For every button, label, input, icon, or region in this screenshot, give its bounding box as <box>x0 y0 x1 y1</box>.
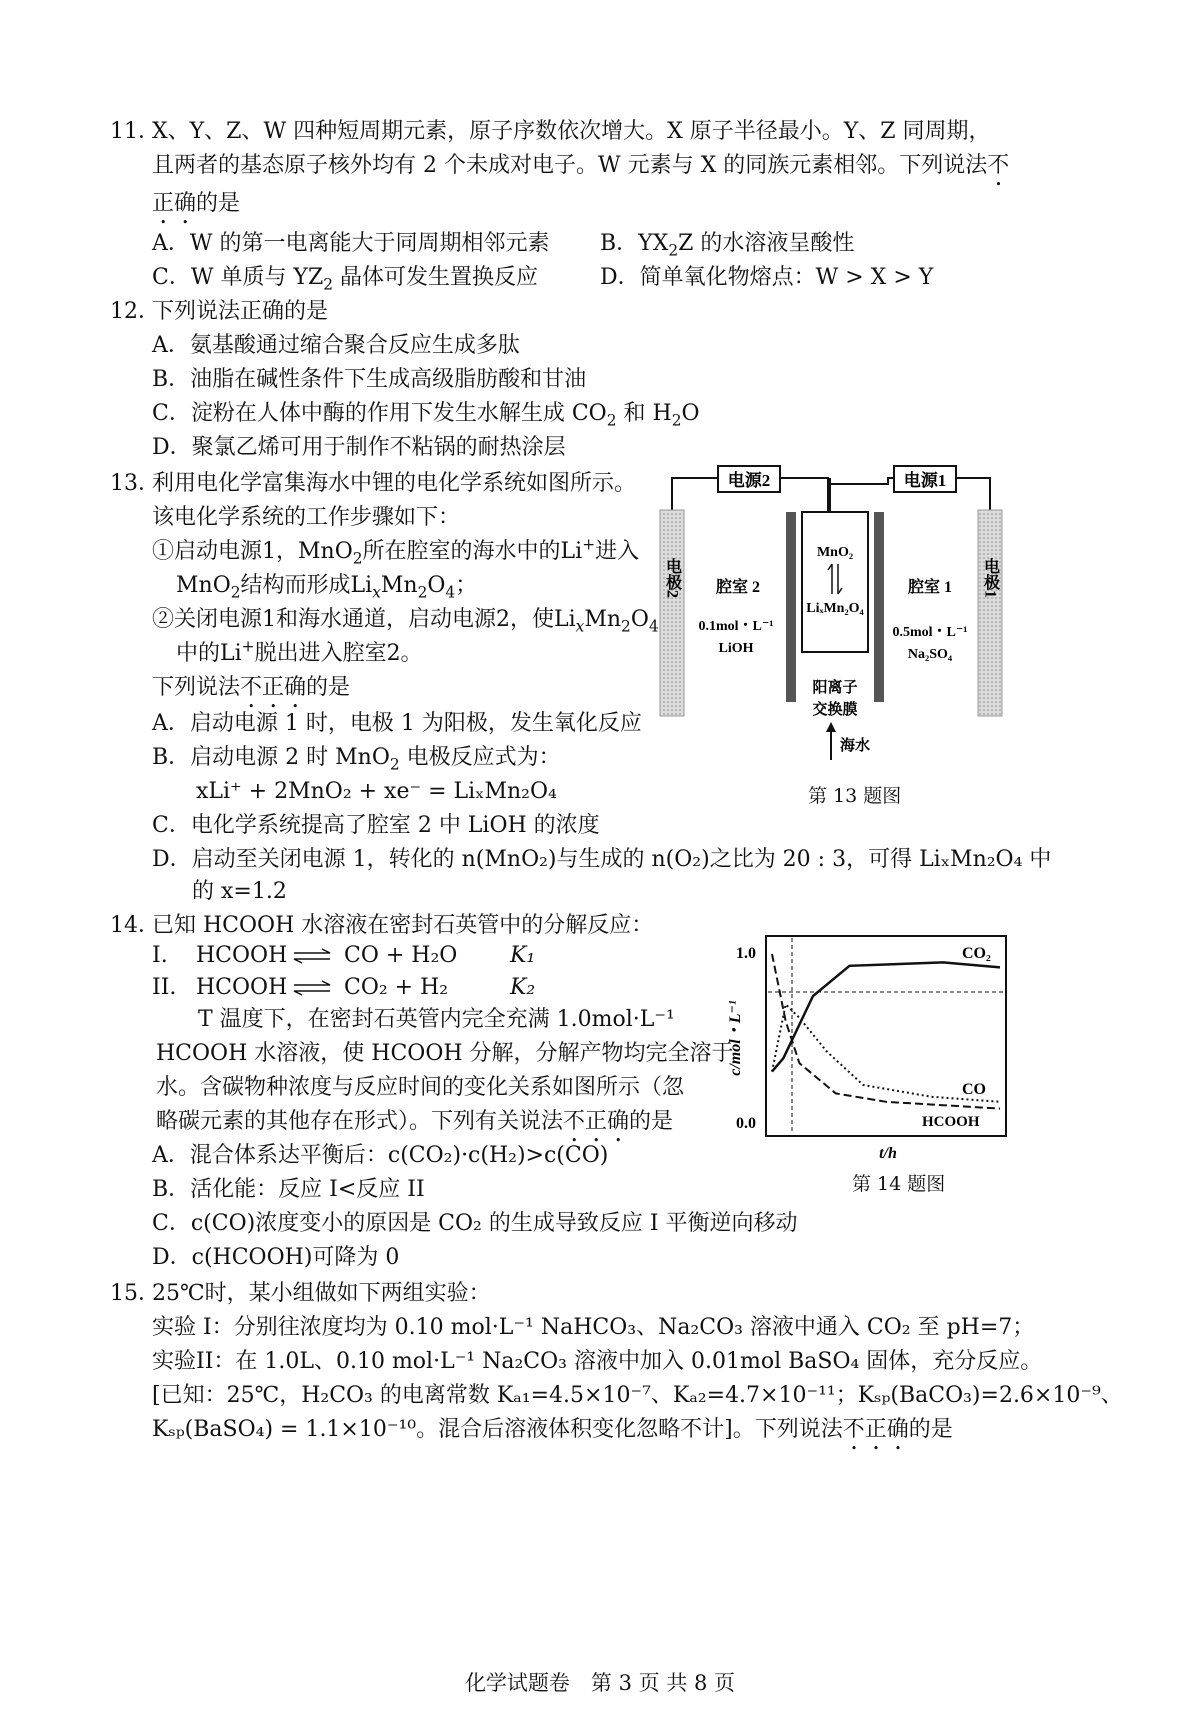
q13-step1-line1: ①启动电源1，MnO$_2$所在腔室的海水中的Li+进入 <box>152 535 640 568</box>
q13-ask: 下列说法不正确的是 <box>152 675 351 700</box>
q13-option-c: C．电化学系统提高了腔室 2 中 LiOH 的浓度 <box>152 813 600 838</box>
electrode-2 <box>660 510 684 716</box>
seawater-label: 海水 <box>840 738 871 754</box>
mno2-electrode <box>802 512 868 652</box>
q13-stem-line2: 该电化学系统的工作步骤如下： <box>152 505 461 530</box>
q15-experiment2: 实验II：在 1.0L、0.10 mol·L⁻¹ Na₂CO₃ 溶液中加入 0.01mol BaSO₄ 固体，充分反应。 <box>152 1349 1043 1374</box>
q14-reaction2-equilibrium-arrow <box>292 980 332 996</box>
q13-figure <box>650 460 1030 770</box>
q13-stem-line1: 利用电化学富集海水中锂的电化学系统如图所示。 <box>152 471 637 496</box>
y-axis-label: c/mol・L⁻¹ <box>727 1000 744 1076</box>
q13-option-b: B．启动电源 2 时 MnO$_2$ 电极反应式为： <box>152 745 561 774</box>
q11-stem-line1: X、Y、Z、W 四种短周期元素，原子序数依次增大。X 原子半径最小。Y、Z 同周期， <box>152 119 991 144</box>
q13-option-d-line1: D．启动至关闭电源 1，转化的 n(MnO₂)与生成的 n(O₂)之比为 20 : 3，可得 LiₓMn₂O₄ 中 <box>152 847 1052 872</box>
chamber-1-label: 腔室 1 <box>907 579 953 596</box>
q14-para-line3: 水。含碳物种浓度与反应时间的变化关系如图所示（忽 <box>156 1075 685 1100</box>
q13-step2-line2: 中的Li+脱出进入腔室2。 <box>176 637 423 666</box>
legend-co: CO <box>962 1081 986 1098</box>
legend-hcooh: HCOOH <box>922 1114 980 1130</box>
q14-reaction1-label: I. <box>152 943 168 968</box>
q15-experiment1: 实验 I：分别往浓度均为 0.10 mol·L⁻¹ NaHCO₃、Na₂CO₃ 溶液中通入 CO₂ 至 pH=7； <box>152 1315 1035 1340</box>
q13-number: 13． <box>110 471 160 496</box>
q13-figure-caption: 第 13 题图 <box>808 785 902 807</box>
q14-number: 14． <box>110 913 160 938</box>
chamber-1-conc: 0.5mol・L⁻¹ <box>892 625 968 640</box>
q12-option-d: D．聚氯乙烯可用于制作不粘锅的耐热涂层 <box>152 435 566 460</box>
q12-option-a: A．氨基酸通过缩合聚合反应生成多肽 <box>152 333 520 358</box>
q12-number: 12． <box>110 299 160 324</box>
q14-reaction1-equilibrium-arrow <box>292 948 332 964</box>
y-tick-1: 1.0 <box>736 945 756 962</box>
q15-stem: 25℃时，某小组做如下两组实验： <box>152 1281 491 1306</box>
power-source-1-label: 电源1 <box>903 471 947 490</box>
q12-option-c: C．淀粉在人体中酶的作用下发生水解生成 $CO_2$ 和 $H_2O$ <box>152 401 700 430</box>
q14-reaction2-left: HCOOH <box>196 975 288 1000</box>
q15-number: 15． <box>110 1281 160 1306</box>
q14-reaction2-right: CO₂ + H₂ <box>344 975 449 1000</box>
q11-option-b: B．$YX_2Z$ 的水溶液呈酸性 <box>600 231 855 260</box>
q14-para-line4: 略碳元素的其他存在形式）。下列有关说法不正确的是 <box>156 1109 674 1134</box>
q12-stem: 下列说法正确的是 <box>152 299 329 324</box>
x-axis-label: t/h <box>879 1145 897 1162</box>
electrode-1 <box>978 510 1002 716</box>
q14-stem: 已知 HCOOH 水溶液在密封石英管中的分解反应： <box>152 913 654 938</box>
q15-constants-line1: [已知：25℃，H₂CO₃ 的电离常数 Kₐ₁=4.5×10⁻⁷、Kₐ₂=4.7×10⁻¹¹；Kₛₚ(BaCO₃)=2.6×10⁻⁹、 <box>152 1383 1123 1408</box>
q14-reaction1-right: CO + H₂O <box>344 943 458 968</box>
page-footer: 化学试题卷 第 3 页 共 8 页 <box>464 1671 736 1695</box>
membrane-label-line1: 阳离子 <box>812 680 858 696</box>
q12-option-b: B．油脂在碱性条件下生成高级脂肪酸和甘油 <box>152 367 587 392</box>
membrane-left <box>786 512 796 702</box>
lixmn2o4-label: LiₓMn₂O₄ <box>806 601 864 616</box>
chamber-2-conc: 0.1mol・L⁻¹ <box>698 619 774 634</box>
chamber-1-solution: Na₂SO₄ <box>907 647 953 662</box>
q13-step1-line2: MnO$_2$结构而形成$Li_xMn_2O_4$； <box>176 573 478 602</box>
legend-co2: CO₂ <box>962 945 991 962</box>
q13-option-b-equation: xLi⁺ + 2MnO₂ + xe⁻ = LiₓMn₂O₄ <box>196 779 557 804</box>
q14-option-d: D．c(HCOOH)可降为 0 <box>152 1245 400 1270</box>
q14-option-c: C．c(CO)浓度变小的原因是 CO₂ 的生成导致反应 I 平衡逆向移动 <box>152 1211 798 1236</box>
chamber-2-label: 腔室 2 <box>715 579 761 596</box>
q13-step2-line1: ②关闭电源1和海水通道，启动电源2，使$Li_xMn_2O_4$ <box>152 607 659 636</box>
q15-constants-line2: Kₛₚ(BaSO₄) = 1.1×10⁻¹⁰。混合后溶液体积变化忽略不计]。下列说法不正确的是 <box>152 1417 953 1442</box>
membrane-label-line2: 交换膜 <box>812 702 858 718</box>
q11-option-d: D．简单氧化物熔点：W > X > Y <box>600 265 934 290</box>
q13-option-a: A．启动电源 1 时，电极 1 为阳极，发生氧化反应 <box>152 711 642 736</box>
q11-number: 11． <box>110 119 160 144</box>
membrane-right <box>874 512 884 702</box>
q11-stem-line3: 正确的是 <box>152 191 241 216</box>
electrode-2-label: 电极2 <box>663 558 681 598</box>
power-source-2-label: 电源2 <box>727 471 771 490</box>
q11-stem-line2: 且两者的基态原子核外均有 2 个未成对电子。W 元素与 X 的同族元素相邻。下列说法不 <box>152 153 1010 178</box>
q14-figure-caption: 第 14 题图 <box>852 1173 946 1195</box>
q14-para-line1: T 温度下，在密封石英管内完全充满 1.0mol·L⁻¹ <box>198 1007 675 1032</box>
q14-reaction2-label: II. <box>152 975 177 1000</box>
mno2-label: MnO₂ <box>816 545 854 560</box>
q14-option-b: B．活化能：反应 I<反应 II <box>152 1177 425 1202</box>
y-tick-0: 0.0 <box>736 1115 756 1132</box>
q14-chart <box>710 926 1020 1166</box>
q14-reaction1-left: HCOOH <box>196 943 288 968</box>
electrode-1-label: 电极1 <box>981 558 999 598</box>
q13-option-d-line2: 的 x=1.2 <box>192 879 287 904</box>
q11-option-a: A．W 的第一电离能大于同周期相邻元素 <box>152 231 550 256</box>
chamber-2-solution: LiOH <box>718 641 754 656</box>
q14-reaction2-k: K₂ <box>510 975 536 1000</box>
q14-para-line2: HCOOH 水溶液，使 HCOOH 分解，分解产物均完全溶于 <box>156 1041 734 1066</box>
q11-option-c: C．W 单质与 $YZ_2$ 晶体可发生置换反应 <box>152 265 539 294</box>
q14-reaction1-k: K₁ <box>510 943 536 968</box>
q14-option-a: A．混合体系达平衡后：c(CO₂)·c(H₂)>c(CO) <box>152 1143 609 1168</box>
